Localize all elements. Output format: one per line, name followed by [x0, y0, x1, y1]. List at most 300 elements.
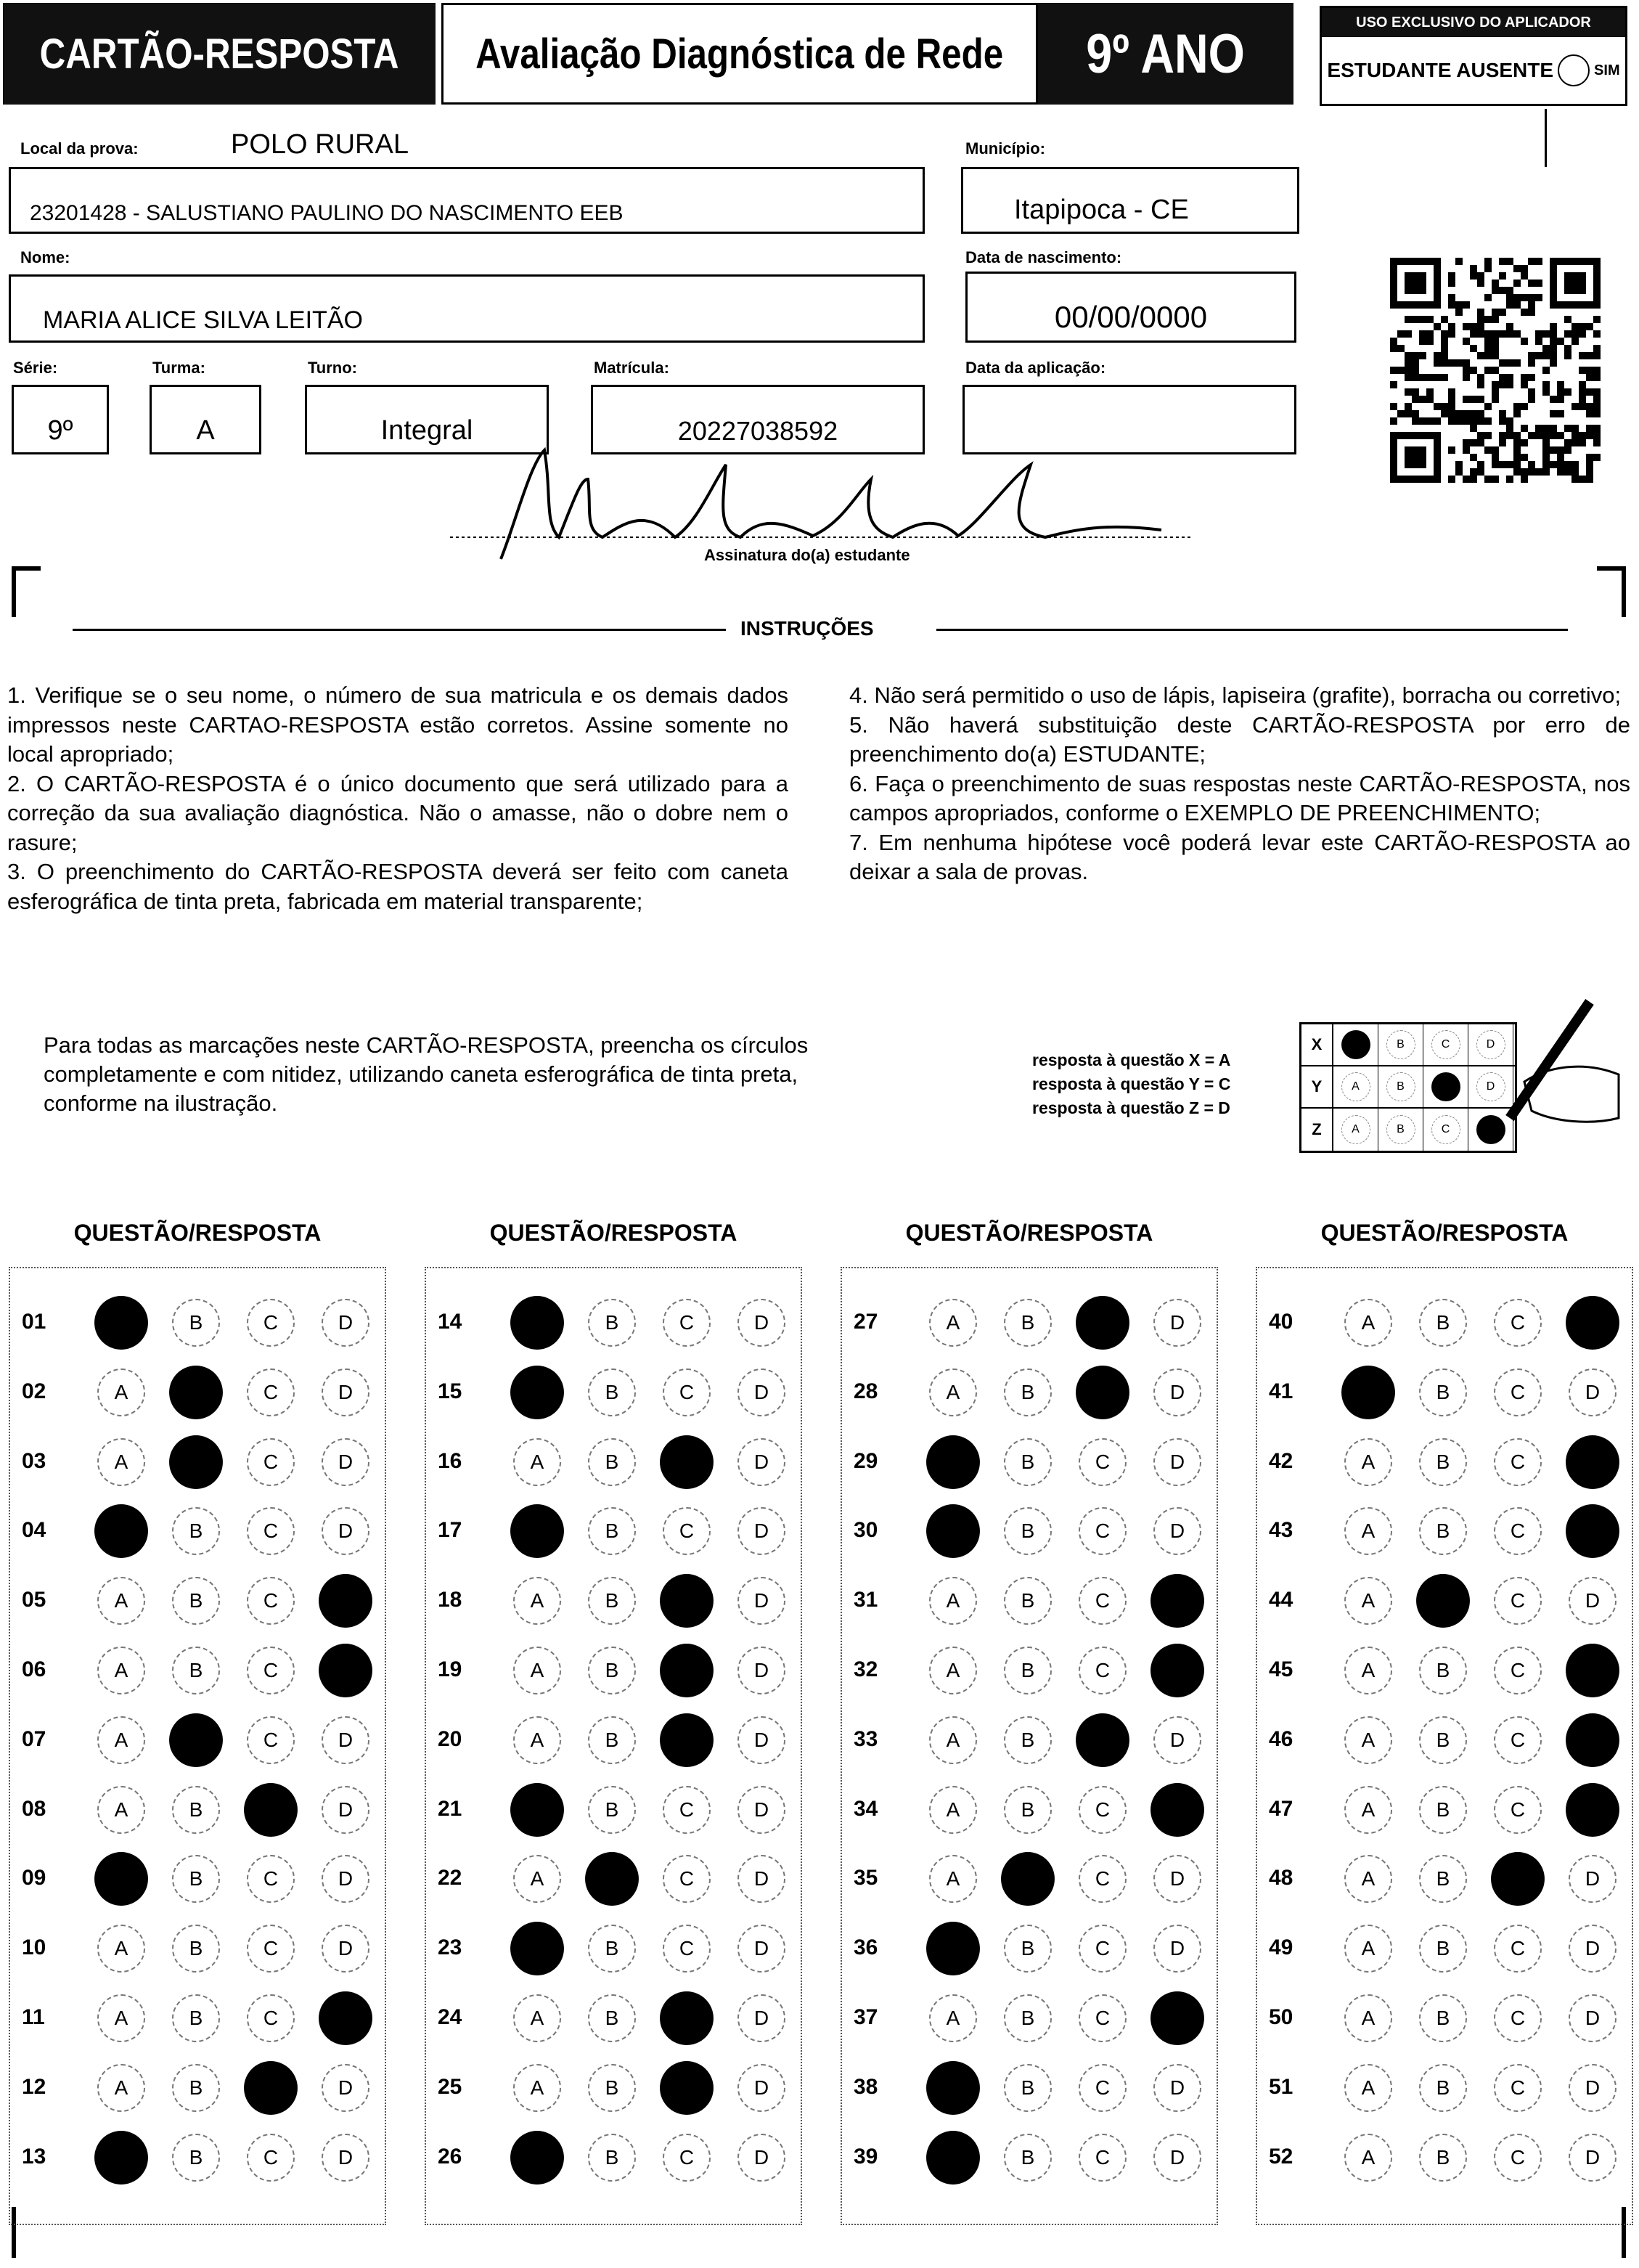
example-bubble: B — [1386, 1030, 1415, 1059]
answer-bubble-c[interactable]: C — [1491, 1852, 1545, 1906]
question-number: 36 — [854, 1935, 878, 1960]
answer-bubble-c[interactable]: C — [660, 1574, 714, 1628]
exam-title-text: Avaliação Diagnóstica de Rede — [475, 30, 1004, 78]
answer-bubble-a[interactable]: A — [513, 1716, 561, 1764]
question-number: 14 — [438, 1310, 462, 1334]
answer-bubble-d[interactable]: D — [1569, 2064, 1616, 2112]
answer-bubble-a[interactable]: A — [510, 2131, 564, 2185]
absent-label: ESTUDANTE AUSENTE — [1327, 59, 1554, 81]
answer-bubble-d[interactable]: D — [737, 1368, 785, 1416]
answer-bubble-d[interactable]: D — [1153, 1299, 1201, 1347]
answer-bubble-a[interactable]: A — [926, 2061, 980, 2115]
instructions-right — [849, 681, 1630, 887]
answer-bubble-b[interactable]: B — [1001, 1852, 1055, 1906]
answer-bubble-d[interactable]: D — [1569, 1577, 1616, 1625]
answer-bubble-d[interactable]: D — [1153, 1368, 1201, 1416]
answer-bubble-b[interactable]: B — [1419, 1994, 1467, 2042]
answer-bubble-c[interactable]: C — [663, 1368, 711, 1416]
question-number: 33 — [854, 1726, 878, 1751]
answer-bubble-c[interactable]: C — [1079, 1577, 1127, 1625]
answer-bubble-a[interactable]: A — [1344, 1716, 1392, 1764]
question-number: 10 — [22, 1935, 46, 1960]
answer-bubble-c[interactable]: C — [1494, 1716, 1542, 1764]
answer-bubble-c[interactable]: C — [247, 1368, 295, 1416]
example-question: X — [1301, 1024, 1333, 1065]
nascimento-field — [965, 272, 1296, 343]
exam-title — [441, 3, 1038, 105]
answer-bubble-a[interactable]: A — [1344, 1507, 1392, 1555]
question-number: 21 — [438, 1796, 462, 1821]
question-number: 18 — [438, 1588, 462, 1612]
answer-bubble-c[interactable]: C — [660, 2061, 714, 2115]
answer-bubble-a[interactable]: A — [510, 1366, 564, 1419]
answer-bubble-c[interactable]: C — [663, 1507, 711, 1555]
answer-bubble-a[interactable]: A — [929, 1716, 977, 1764]
fill-note: Para todas as marcações neste CARTÃO-RESPOSTA, preencha os círculos completamente e com nitidez, utilizando caneta esferográfica de tinta preta, conforme na ilustração. — [44, 1032, 809, 1116]
answer-bubble-c[interactable]: C — [1079, 2064, 1127, 2112]
answer-bubble-a[interactable]: A — [1344, 1647, 1392, 1694]
answer-bubble-c[interactable]: C — [1079, 1438, 1127, 1486]
card-title — [3, 3, 436, 105]
question-number: 19 — [438, 1657, 462, 1681]
answer-bubble-a[interactable]: A — [513, 1855, 561, 1903]
answer-bubble-c[interactable]: C — [247, 1925, 295, 1973]
answer-bubble-b[interactable]: B — [588, 1786, 636, 1834]
answer-bubble-d[interactable]: D — [737, 1647, 785, 1694]
answer-bubble-b[interactable]: B — [172, 1994, 220, 2042]
answer-bubble-c[interactable]: C — [1494, 1925, 1542, 1973]
answer-bubble-d[interactable]: D — [737, 1299, 785, 1347]
answer-bubble-b[interactable]: B — [588, 1647, 636, 1694]
answer-bubble-c[interactable]: C — [244, 2061, 298, 2115]
answer-bubble-d[interactable]: D — [322, 1368, 369, 1416]
answer-bubble-b[interactable]: B — [1004, 1786, 1052, 1834]
answer-bubble-d[interactable]: D — [1153, 2064, 1201, 2112]
answer-bubble-a[interactable]: A — [97, 2064, 145, 2112]
answer-bubble-d[interactable]: D — [1153, 2134, 1201, 2182]
answer-bubble-c[interactable]: C — [1494, 1438, 1542, 1486]
answer-bubble-a[interactable]: A — [97, 1438, 145, 1486]
answer-bubble-a[interactable]: A — [94, 1504, 148, 1558]
grade-badge — [1038, 3, 1293, 105]
answer-bubble-d[interactable]: D — [1569, 2134, 1616, 2182]
question-number: 15 — [438, 1379, 462, 1403]
answer-bubble-d[interactable]: D — [322, 1507, 369, 1555]
answer-bubble-c[interactable]: C — [244, 1783, 298, 1837]
answer-bubble-d[interactable]: D — [737, 1577, 785, 1625]
nascimento-value: 00/00/0000 — [1054, 300, 1208, 334]
answer-bubble-c[interactable]: C — [247, 1994, 295, 2042]
answer-bubble-c[interactable]: C — [1494, 1786, 1542, 1834]
answer-bubble-a[interactable]: A — [929, 1647, 977, 1694]
answer-bubble-d[interactable]: D — [1153, 1716, 1201, 1764]
serie-field — [12, 385, 109, 454]
example-bubble: C — [1431, 1115, 1460, 1144]
question-number: 20 — [438, 1726, 462, 1751]
example-bubble: A — [1341, 1072, 1370, 1101]
answer-bubble-a[interactable]: A — [510, 1922, 564, 1975]
answer-bubble-d[interactable]: D — [1153, 1925, 1201, 1973]
question-number: 07 — [22, 1726, 46, 1751]
answer-bubble-b[interactable]: B — [1004, 1577, 1052, 1625]
answer-bubble-a[interactable]: A — [929, 1994, 977, 2042]
answer-bubble-a[interactable]: A — [1344, 1925, 1392, 1973]
answer-bubble-b[interactable]: B — [1419, 1786, 1467, 1834]
divider — [73, 629, 726, 631]
answer-bubble-a[interactable]: A — [1344, 2064, 1392, 2112]
answer-bubble-c[interactable]: C — [663, 1299, 711, 1347]
answer-bubble-b[interactable]: B — [172, 1299, 220, 1347]
answer-bubble-c[interactable]: C — [247, 1299, 295, 1347]
answer-bubble-c[interactable]: C — [663, 1925, 711, 1973]
answer-bubble-a[interactable]: A — [94, 2131, 148, 2185]
question-number: 12 — [22, 2074, 46, 2099]
answer-bubble-b[interactable]: B — [588, 1507, 636, 1555]
answer-bubble-d[interactable]: D — [1150, 1574, 1204, 1628]
answer-bubble-a[interactable]: A — [1344, 1855, 1392, 1903]
answer-bubble-b[interactable]: B — [1419, 1507, 1467, 1555]
answer-bubble-d[interactable]: D — [1566, 1783, 1619, 1837]
answer-bubble-a[interactable]: A — [929, 1577, 977, 1625]
answer-bubble-b[interactable]: B — [1004, 1994, 1052, 2042]
answer-bubble-c[interactable]: C — [247, 2134, 295, 2182]
answer-bubble-a[interactable]: A — [1344, 2134, 1392, 2182]
answer-bubble-d[interactable]: D — [319, 1574, 372, 1628]
answer-bubble-d[interactable]: D — [1569, 1368, 1616, 1416]
answer-bubble-c[interactable]: C — [1079, 1994, 1127, 2042]
instruction-item: 4. Não será permitido o uso de lápis, lapiseira (grafite), borracha ou corretivo; — [849, 682, 1622, 708]
answer-bubble-c[interactable]: C — [660, 1713, 714, 1767]
answer-bubble-a[interactable]: A — [513, 1647, 561, 1694]
example-bubble — [1431, 1072, 1460, 1101]
answer-bubble-b[interactable]: B — [1004, 2064, 1052, 2112]
question-number: 48 — [1269, 1866, 1293, 1890]
answer-bubble-a[interactable]: A — [1344, 1438, 1392, 1486]
card-title-text: CARTÃO-RESPOSTA — [39, 30, 399, 78]
answer-bubble-b[interactable]: B — [585, 1852, 639, 1906]
answer-bubble-a[interactable]: A — [929, 1855, 977, 1903]
answer-bubble-d[interactable]: D — [1153, 1855, 1201, 1903]
answer-bubble-c[interactable]: C — [663, 1855, 711, 1903]
legend-item: resposta à questão Z = D — [1032, 1098, 1230, 1117]
signature-label: Assinatura do(a) estudante — [704, 546, 910, 564]
answer-bubble-c[interactable]: C — [1494, 1577, 1542, 1625]
answer-bubble-c[interactable]: C — [1079, 1925, 1127, 1973]
answer-bubble-c[interactable]: C — [1079, 1507, 1127, 1555]
answer-bubble-d[interactable]: D — [737, 1786, 785, 1834]
question-number: 16 — [438, 1448, 462, 1473]
instruction-item: 3. O preenchimento do CARTÃO-RESPOSTA deverá ser feito com caneta esferográfica de tinta preta, fabricada em material transparente; — [7, 859, 788, 914]
answer-bubble-a[interactable]: A — [97, 1786, 145, 1834]
turma-field — [150, 385, 261, 454]
answer-bubble-b[interactable]: B — [1004, 2134, 1052, 2182]
answer-bubble-a[interactable]: A — [926, 2131, 980, 2185]
answer-bubble-d[interactable]: D — [1566, 1296, 1619, 1350]
example-bubble: D — [1476, 1072, 1505, 1101]
question-number: 04 — [22, 1518, 46, 1543]
answer-bubble-d[interactable]: D — [737, 1507, 785, 1555]
answer-bubble-d[interactable]: D — [1566, 1504, 1619, 1558]
answer-bubble-a[interactable]: A — [929, 1786, 977, 1834]
answer-bubble-a[interactable]: A — [94, 1296, 148, 1350]
answer-bubble-b[interactable]: B — [1004, 1716, 1052, 1764]
answer-bubble-a[interactable]: A — [929, 1368, 977, 1416]
answer-bubble-a[interactable]: A — [510, 1783, 564, 1837]
question-number: 03 — [22, 1448, 46, 1473]
aplicacao-label: Data da aplicação: — [965, 359, 1106, 377]
answer-bubble-d[interactable]: D — [322, 1299, 369, 1347]
answer-bubble-a[interactable]: A — [97, 1647, 145, 1694]
question-number: 11 — [22, 2005, 45, 2029]
answer-bubble-d[interactable]: D — [737, 2064, 785, 2112]
answer-bubble-c[interactable]: C — [660, 1435, 714, 1489]
answer-bubble-c[interactable]: C — [1079, 2134, 1127, 2182]
answer-bubble-d[interactable]: D — [322, 2064, 369, 2112]
example-question: Z — [1301, 1109, 1333, 1151]
answer-bubble-d[interactable]: D — [1153, 1507, 1201, 1555]
answer-bubble-b[interactable]: B — [588, 2134, 636, 2182]
answer-bubble-b[interactable]: B — [1419, 1716, 1467, 1764]
question-number: 06 — [22, 1657, 46, 1681]
answer-bubble-c[interactable]: C — [660, 1644, 714, 1697]
answer-bubble-b[interactable]: B — [588, 1368, 636, 1416]
answer-bubble-b[interactable]: B — [1004, 1368, 1052, 1416]
question-number: 41 — [1269, 1379, 1293, 1403]
answer-bubble-b[interactable]: B — [169, 1435, 223, 1489]
school-field — [9, 167, 925, 234]
answer-bubble-c[interactable]: C — [1076, 1296, 1129, 1350]
answer-bubble-b[interactable]: B — [588, 1438, 636, 1486]
answer-bubble-b[interactable]: B — [1004, 1507, 1052, 1555]
question-number: 08 — [22, 1796, 46, 1821]
example-bubble: A — [1341, 1115, 1370, 1144]
answer-bubble-a[interactable]: A — [1341, 1366, 1395, 1419]
answer-bubble-c[interactable]: C — [1494, 1368, 1542, 1416]
answer-bubble-a[interactable]: A — [513, 1577, 561, 1625]
question-number: 29 — [854, 1448, 878, 1473]
nome-field — [9, 274, 925, 343]
answer-bubble-a[interactable]: A — [97, 1925, 145, 1973]
answer-bubble-b[interactable]: B — [588, 2064, 636, 2112]
answer-bubble-b[interactable]: B — [1419, 2134, 1467, 2182]
answer-bubble-b[interactable]: B — [588, 1299, 636, 1347]
example-bubble: C — [1431, 1030, 1460, 1059]
answer-bubble-d[interactable]: D — [322, 1786, 369, 1834]
answer-bubble-d[interactable]: D — [322, 1716, 369, 1764]
answer-bubble-a[interactable]: A — [513, 2064, 561, 2112]
answer-bubble-b[interactable]: B — [172, 1786, 220, 1834]
question-number: 23 — [438, 1935, 462, 1960]
answer-bubble-c[interactable]: C — [247, 1855, 295, 1903]
instruction-item: 1. Verifique se o seu nome, o número de sua matricula e os demais dados impressos neste CARTAO-RESPOSTA estão corretos. Assine somente no local apropriado; — [7, 682, 788, 767]
answer-bubble-b[interactable]: B — [1004, 1438, 1052, 1486]
answer-bubble-a[interactable]: A — [926, 1435, 980, 1489]
nome-label: Nome: — [20, 248, 70, 266]
answer-bubble-d[interactable]: D — [1569, 1994, 1616, 2042]
question-number: 46 — [1269, 1726, 1293, 1751]
question-number: 34 — [854, 1796, 878, 1821]
answer-bubble-b[interactable]: B — [1419, 1855, 1467, 1903]
nascimento-label: Data de nascimento: — [965, 248, 1122, 266]
answer-bubble-b[interactable]: B — [1004, 1647, 1052, 1694]
question-number: 26 — [438, 2144, 462, 2169]
question-number: 50 — [1269, 2005, 1293, 2029]
answer-bubble-b[interactable]: B — [588, 1925, 636, 1973]
answer-bubble-c[interactable]: C — [1494, 1647, 1542, 1694]
local-value: POLO RURAL — [231, 129, 409, 160]
answer-bubble-c[interactable]: C — [247, 1438, 295, 1486]
answer-bubble-a[interactable]: A — [97, 1994, 145, 2042]
answer-bubble-d[interactable]: D — [1566, 1644, 1619, 1697]
answer-bubble-d[interactable]: D — [1566, 1713, 1619, 1767]
answer-bubble-c[interactable]: C — [660, 1991, 714, 2045]
answer-bubble-b[interactable]: B — [172, 2134, 220, 2182]
answer-bubble-d[interactable]: D — [737, 1716, 785, 1764]
answer-bubble-d[interactable]: D — [737, 1438, 785, 1486]
matricula-value: 20227038592 — [677, 416, 838, 446]
answer-bubble-d[interactable]: D — [1569, 1925, 1616, 1973]
legend-item: resposta à questão Y = C — [1032, 1074, 1231, 1093]
answer-bubble-c[interactable]: C — [1076, 1713, 1129, 1767]
answer-bubble-b[interactable]: B — [172, 1855, 220, 1903]
answer-bubble-d[interactable]: D — [737, 1925, 785, 1973]
answer-bubble-d[interactable]: D — [322, 1855, 369, 1903]
answer-bubble-a[interactable]: A — [510, 1504, 564, 1558]
example-bubble: B — [1386, 1072, 1415, 1101]
answer-bubble-a[interactable]: A — [1344, 1299, 1392, 1347]
example-question: Y — [1301, 1066, 1333, 1107]
answer-bubble-d[interactable]: D — [1569, 1855, 1616, 1903]
answer-bubble-b[interactable]: B — [588, 1994, 636, 2042]
answer-bubble-b[interactable]: B — [1416, 1574, 1470, 1628]
answer-bubble-a[interactable]: A — [97, 1368, 145, 1416]
answer-bubble-a[interactable]: A — [97, 1716, 145, 1764]
answer-bubble-a[interactable]: A — [513, 1994, 561, 2042]
answer-bubble-b[interactable]: B — [1419, 2064, 1467, 2112]
answer-bubble-b[interactable]: B — [588, 1577, 636, 1625]
answer-bubble-b[interactable]: B — [172, 1925, 220, 1973]
example-bubble — [1341, 1030, 1370, 1059]
answer-bubble-b[interactable]: B — [1419, 1925, 1467, 1973]
answer-bubble-a[interactable]: A — [1344, 1577, 1392, 1625]
serie-label: Série: — [13, 359, 58, 377]
matricula-label: Matrícula: — [594, 359, 669, 377]
answer-bubble-c[interactable]: C — [1076, 1366, 1129, 1419]
answer-bubble-d[interactable]: D — [737, 2134, 785, 2182]
answer-bubble-d[interactable]: D — [322, 1438, 369, 1486]
answer-bubble-a[interactable]: A — [94, 1852, 148, 1906]
answer-bubble-d[interactable]: D — [1566, 1435, 1619, 1489]
municipio-field — [961, 167, 1299, 234]
answer-bubble-c[interactable]: C — [1079, 1647, 1127, 1694]
applicator-title: USO EXCLUSIVO DO APLICADOR — [1322, 8, 1625, 37]
question-number: 25 — [438, 2074, 462, 2099]
question-number: 35 — [854, 1866, 878, 1890]
answer-bubble-a[interactable]: A — [929, 1299, 977, 1347]
answer-bubble-c[interactable]: C — [1079, 1786, 1127, 1834]
divider — [1545, 109, 1547, 167]
answer-bubble-c[interactable]: C — [247, 1577, 295, 1625]
column-header: QUESTÃO/RESPOSTA — [73, 1220, 322, 1246]
answer-bubble-c[interactable]: C — [663, 2134, 711, 2182]
answer-bubble-b[interactable]: B — [1004, 1299, 1052, 1347]
qr-code — [1390, 258, 1601, 486]
municipio-label: Município: — [965, 139, 1045, 158]
question-number: 28 — [854, 1379, 878, 1403]
column-header: QUESTÃO/RESPOSTA — [1320, 1220, 1569, 1246]
answer-bubble-a[interactable]: A — [926, 1504, 980, 1558]
answer-bubble-d[interactable]: D — [1153, 1438, 1201, 1486]
answer-bubble-b[interactable]: B — [1419, 1438, 1467, 1486]
answer-bubble-c[interactable]: C — [1494, 1507, 1542, 1555]
answer-bubble-a[interactable]: A — [926, 1922, 980, 1975]
instruction-item: 2. O CARTÃO-RESPOSTA é o único documento que será utilizado para a correção da sua avaliação diagnóstica. Não o amasse, não o dobre nem o rasure; — [7, 770, 788, 855]
instruction-item: 7. Em nenhuma hipótese você poderá levar este CARTÃO-RESPOSTA ao deixar a sala de provas. — [849, 829, 1630, 884]
answer-bubble-c[interactable]: C — [247, 1647, 295, 1694]
answer-bubble-b[interactable]: B — [588, 1716, 636, 1764]
corner-mark — [12, 566, 41, 617]
answer-bubble-d[interactable]: D — [319, 1644, 372, 1697]
answer-bubble-b[interactable]: B — [1419, 1368, 1467, 1416]
answer-bubble-d[interactable]: D — [737, 1994, 785, 2042]
answer-bubble-c[interactable]: C — [1494, 2064, 1542, 2112]
answer-bubble-b[interactable]: B — [1419, 1647, 1467, 1694]
answer-bubble-a[interactable]: A — [513, 1438, 561, 1486]
question-number: 01 — [22, 1310, 46, 1334]
example-bubble: D — [1476, 1030, 1505, 1059]
answer-bubble-b[interactable]: B — [172, 1507, 220, 1555]
answer-bubble-b[interactable]: B — [1004, 1925, 1052, 1973]
answer-bubble-c[interactable]: C — [1494, 1994, 1542, 2042]
answer-bubble-a[interactable]: A — [97, 1577, 145, 1625]
absent-bubble[interactable] — [1558, 54, 1590, 86]
answer-bubble-c[interactable]: C — [247, 1507, 295, 1555]
answer-bubble-c[interactable]: C — [1494, 2134, 1542, 2182]
answer-bubble-c[interactable]: C — [663, 1786, 711, 1834]
answer-bubble-d[interactable]: D — [1150, 1991, 1204, 2045]
answer-bubble-d[interactable]: D — [1150, 1644, 1204, 1697]
answer-bubble-b[interactable]: B — [169, 1713, 223, 1767]
question-number: 32 — [854, 1657, 878, 1681]
answer-bubble-c[interactable]: C — [1494, 1299, 1542, 1347]
answer-bubble-d[interactable]: D — [322, 1925, 369, 1973]
question-number: 24 — [438, 2005, 462, 2029]
answer-bubble-d[interactable]: D — [1150, 1783, 1204, 1837]
answer-bubble-d[interactable]: D — [322, 2134, 369, 2182]
answer-bubble-a[interactable]: A — [510, 1296, 564, 1350]
turma-value: A — [196, 415, 215, 446]
answer-bubble-d[interactable]: D — [319, 1991, 372, 2045]
applicator-box — [1320, 6, 1627, 106]
answer-bubble-c[interactable]: C — [1079, 1855, 1127, 1903]
answer-bubble-d[interactable]: D — [737, 1855, 785, 1903]
answer-bubble-a[interactable]: A — [1344, 1786, 1392, 1834]
answer-bubble-b[interactable]: B — [172, 2064, 220, 2112]
question-number: 49 — [1269, 1935, 1293, 1960]
answer-bubble-b[interactable]: B — [172, 1577, 220, 1625]
question-number: 44 — [1269, 1588, 1293, 1612]
answer-bubble-b[interactable]: B — [1419, 1299, 1467, 1347]
municipio-value: Itapipoca - CE — [1014, 195, 1189, 225]
instruction-item: 5. Não haverá substituição deste CARTÃO-RESPOSTA por erro de preenchimento do(a) ESTUDANTE; — [849, 711, 1630, 767]
answer-bubble-c[interactable]: C — [247, 1716, 295, 1764]
example-bubble: B — [1386, 1115, 1415, 1144]
answer-bubble-b[interactable]: B — [172, 1647, 220, 1694]
answer-bubble-a[interactable]: A — [1344, 1994, 1392, 2042]
answer-bubble-b[interactable]: B — [169, 1366, 223, 1419]
serie-value: 9º — [47, 415, 73, 446]
question-number: 13 — [22, 2144, 46, 2169]
